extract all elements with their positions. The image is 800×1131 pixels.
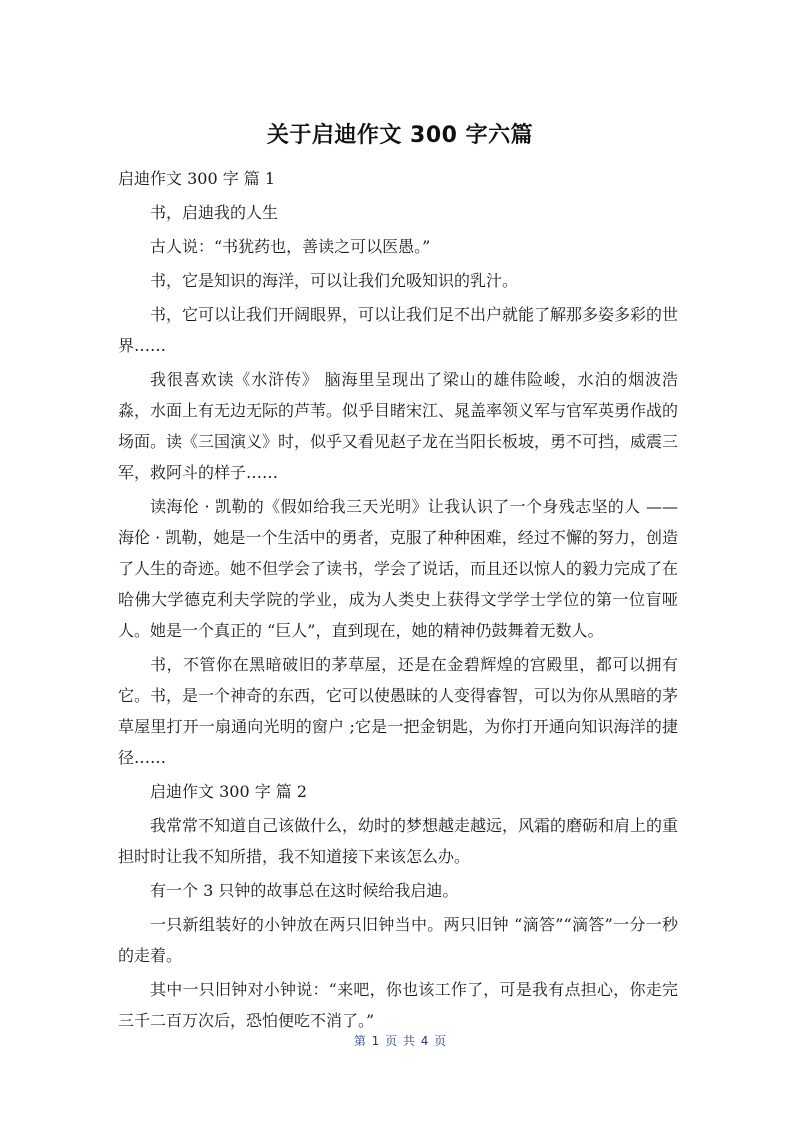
- page-footer: 第 1 页 共 4 页: [353, 1034, 447, 1048]
- paragraph: 一只新组装好的小钟放在两只旧钟当中。两只旧钟 “滴答”“滴答”一分一秒的走着。: [118, 915, 678, 965]
- paragraph: 书，它可以让我们开阔眼界，可以让我们足不出户就能了解那多姿多彩的世界……: [118, 305, 679, 355]
- paragraph: 书，它是知识的海洋，可以让我们允吸知识的乳汁。: [150, 271, 519, 290]
- paragraph: 书，启迪我的人生: [150, 203, 279, 222]
- paragraph: 读海伦 · 凯勒的《假如给我三天光明》让我认识了一个身残志坚的人 ——海伦 · 凯勒，她是一个生活中的勇者，克服了种种困难，经过不懈的努力，创造了人生的奇迹。她不但学会了读书，学会了说话，而且还以惊人的毅力完成了在哈佛大学德克利夫学院的学业，成为人类史上获得文学学士学位的第一位盲哑人。她是一个真正的 “巨人”，直到现在，她的精神仍鼓舞着无数人。: [118, 497, 679, 640]
- paragraph: 书，不管你在黑暗破旧的茅草屋，还是在金碧辉煌的宫殿里，都可以拥有它。书，是一个神奇的东西，它可以使愚昧的人变得睿智，可以为你从黑暗的茅草屋里打开一扇通向光明的窗户 ;它是一把金钥匙，为你打开通向知识海洋的捷径……: [118, 655, 679, 767]
- paragraph: 古人说：“书犹药也，善读之可以医愚。”: [150, 237, 431, 256]
- paragraph: 其中一只旧钟对小钟说：“来吧，你也该工作了，可是我有点担心，你走完三千二百万次后，恐怕便吃不消了。”: [118, 980, 678, 1030]
- paragraph: 我很喜欢读《水浒传》 脑海里呈现出了梁山的雄伟险峻，水泊的烟波浩淼，水面上有无边无际的芦苇。似乎目睹宋江、晁盖率领义军与官军英勇作战的场面。读《三国演义》时，似乎又看见赵子龙在当阳长板坡，勇不可挡，威震三军，救阿斗的样子……: [118, 370, 679, 482]
- paragraph: 有一个 3 只钟的故事总在这时候给我启迪。: [150, 881, 459, 900]
- document-title: 关于启迪作文 300 字六篇: [266, 123, 534, 148]
- section-heading-1: 启迪作文 300 字 篇 1: [118, 169, 276, 188]
- section-heading-2: 启迪作文 300 字 篇 2: [150, 782, 308, 801]
- document-body: [118, 163, 678, 1039]
- paragraph: 我常常不知道自己该做什么，幼时的梦想越走越远，风霜的磨砺和肩上的重担时时让我不知所措，我不知道接下来该怎么办。: [118, 816, 679, 866]
